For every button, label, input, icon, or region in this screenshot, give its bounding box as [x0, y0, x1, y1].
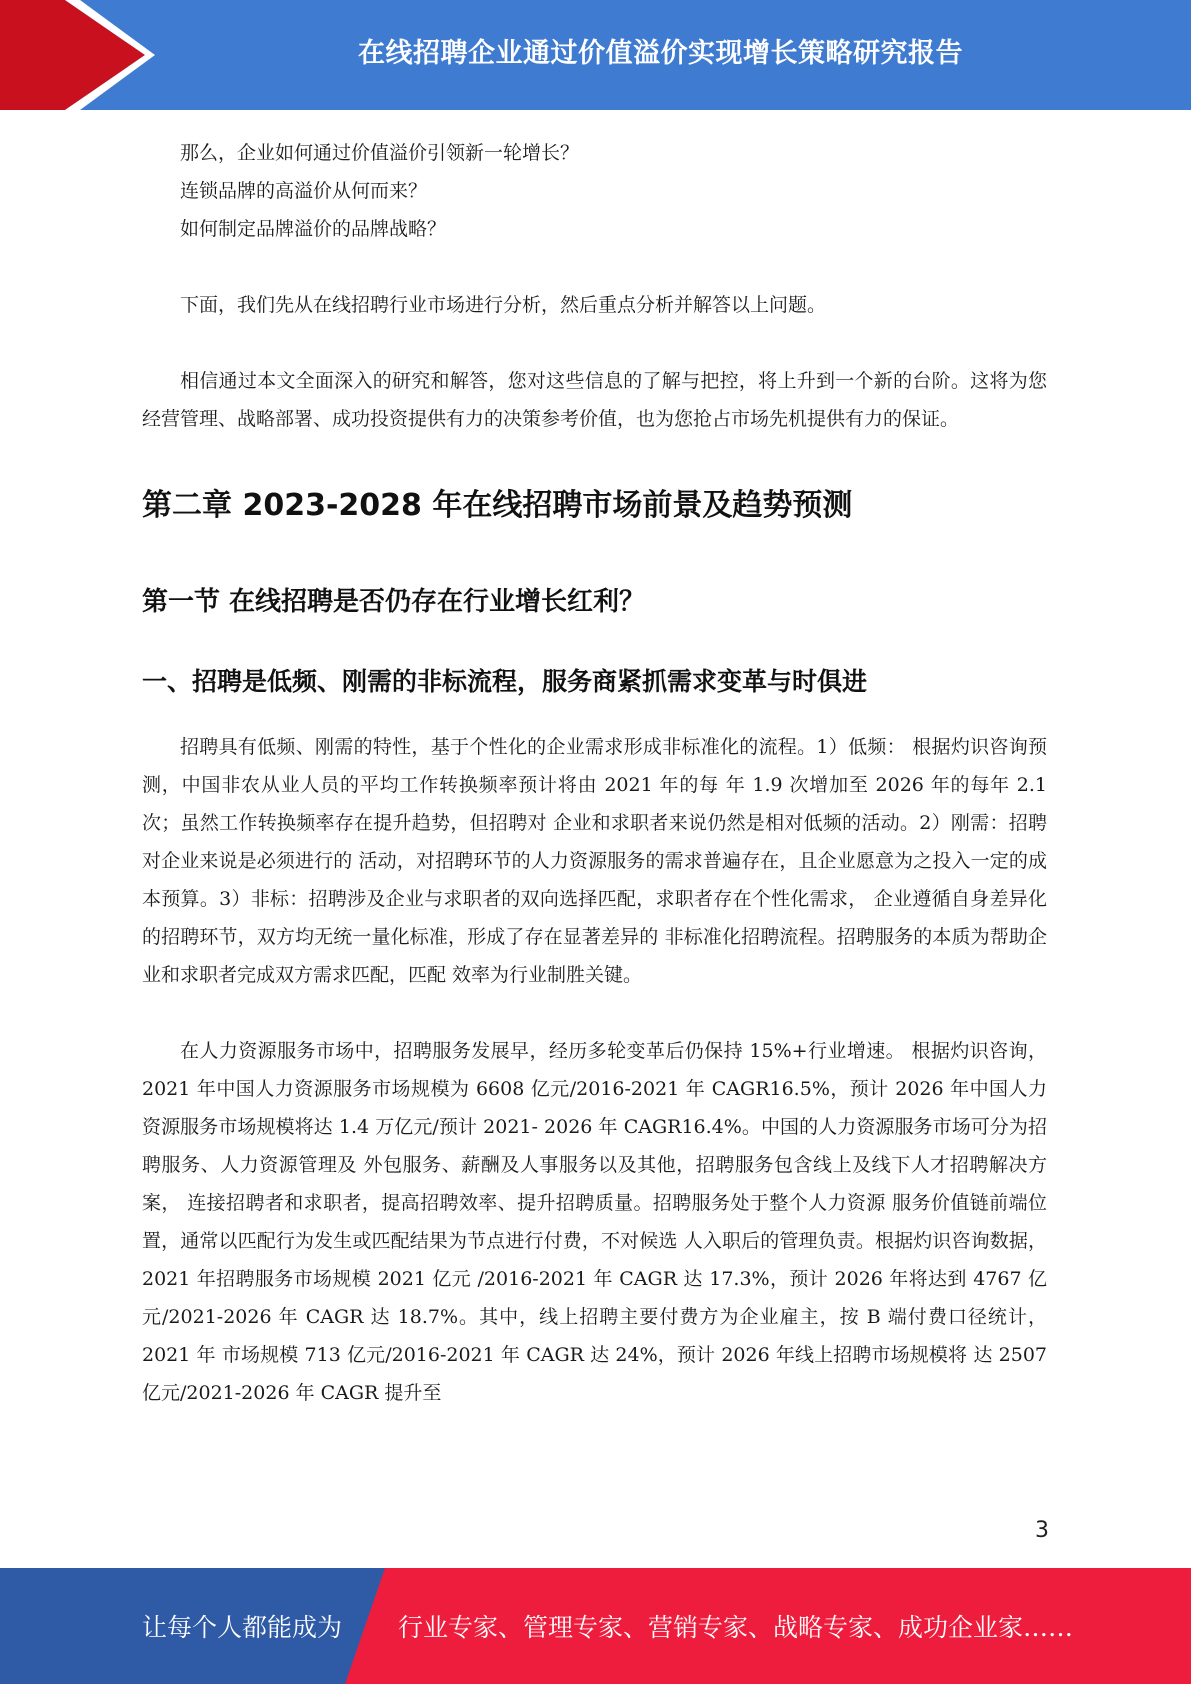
section-title: 第一节 在线招聘是否仍存在行业增长红利？ — [142, 587, 646, 617]
document-body — [142, 134, 1047, 1412]
intro-paragraph-2: 相信通过本文全面深入的研究和解答，您对这些信息的了解与把控，将上升到一个新的台阶。这将为您经营管理、战略部署、成功投资提供有力的决策参考价值，也为您抢占市场先机提供有力的保证。 — [142, 370, 1047, 430]
body-paragraph-2: 在人力资源服务市场中，招聘服务发展早，经历多轮变革后仍保持 15%+行业增速。 根据灼识咨询，2021 年中国人力资源服务市场规模为 6608 亿元/2016-2021 年 CAGR16.5%，预计 2026 年中国人力资源服务市场规模将达 1.4 万亿元/预计 2021- 2026 年 CAGR16.4%。中国的人力资源服务市场可分为招聘服务、人力资源管理及 外包服务、薪酬及人事服务以及其他，招聘服务包含线上及线下人才招聘解决方案， 连接招聘者和求职者，提高招聘效率、提升招聘质量。招聘服务处于整个人力资源 服务价值链前端位置，通常以匹配行为发生或匹配结果为节点进行付费，不对候选 人入职后的管理负责。根据灼识咨询数据，2021 年招聘服务市场规模 2021 亿元 /2016-2021 年 CAGR 达 17.3%，预计 2026 年将达到 4767 亿元/2021-2026 年 CAGR 达 18.7%。其中，线上招聘主要付费方为企业雇主，按 B 端付费口径统计，2021 年 市场规模 713 亿元/2016-2021 年 CAGR 达 24%，预计 2026 年线上招聘市场规模将 达 2507 亿元/2021-2026 年 CAGR 提升至 — [142, 1040, 1047, 1404]
footer-banner — [0, 1568, 1191, 1684]
page-number: 3 — [1035, 1518, 1049, 1543]
chapter-title: 第二章 2023-2028 年在线招聘市场前景及趋势预测 — [142, 488, 853, 523]
intro-paragraph-1: 下面，我们先从在线招聘行业市场进行分析，然后重点分析并解答以上问题。 — [180, 294, 827, 316]
footer-slogan-right: 行业专家、管理专家、营销专家、战略专家、成功企业家…… — [398, 1613, 1074, 1642]
header-banner — [0, 0, 1191, 110]
report-title: 在线招聘企业通过价值溢价实现增长策略研究报告 — [358, 37, 963, 69]
footer-slogan-left: 让每个人都能成为 — [142, 1613, 343, 1642]
body-paragraph-1: 招聘具有低频、刚需的特性，基于个性化的企业需求形成非标准化的流程。1）低频： 根据灼识咨询预测，中国非农从业人员的平均工作转换频率预计将由 2021 年的每 年 1.9 次增加至 2026 年的每年 2.1 次；虽然工作转换频率存在提升趋势，但招聘对 企业和求职者来说仍然是相对低频的活动。2）刚需：招聘对企业来说是必须进行的 活动，对招聘环节的人力资源服务的需求普遍存在，且企业愿意为之投入一定的成 本预算。3）非标：招聘涉及企业与求职者的双向选择匹配，求职者存在个性化需求， 企业遵循自身差异化的招聘环节，双方均无统一量化标准，形成了存在显著差异的 非标准化招聘流程。招聘服务的本质为帮助企业和求职者完成双方需求匹配，匹配 效率为行业制胜关键。 — [142, 736, 1047, 986]
question-1: 那么，企业如何通过价值溢价引领新一轮增长？ — [180, 142, 580, 164]
question-3: 如何制定品牌溢价的品牌战略？ — [180, 218, 447, 240]
question-2: 连锁品牌的高溢价从何而来？ — [180, 180, 428, 202]
header-arrow-graphic — [0, 0, 160, 110]
subsection-title: 一、招聘是低频、刚需的非标流程，服务商紧抓需求变革与时俱进 — [142, 667, 868, 696]
